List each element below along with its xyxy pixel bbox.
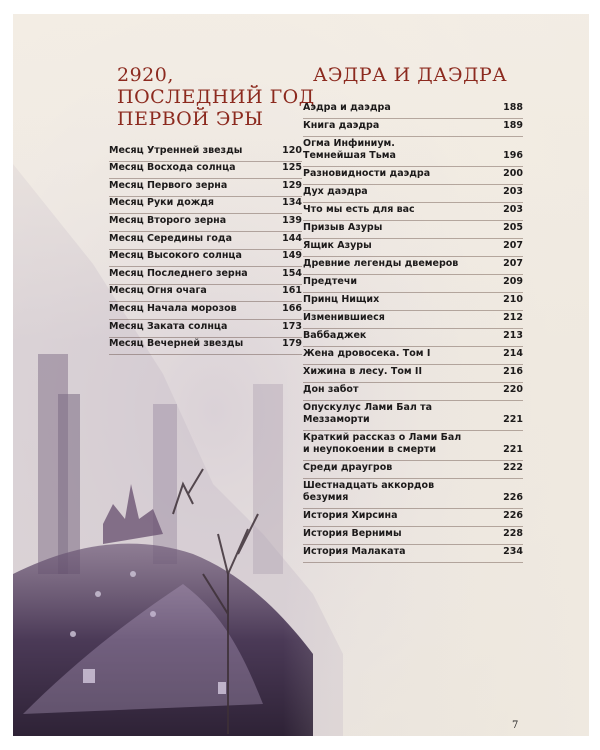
toc-entry-title: Жена дровосека. Том I: [303, 348, 431, 359]
toc-entry-title: Месяц Заката солнца: [109, 320, 228, 332]
toc-entry[interactable]: [109, 247, 302, 265]
toc-entry[interactable]: [303, 236, 523, 254]
toc-entry-page: 216: [503, 366, 523, 377]
toc-entry[interactable]: [109, 335, 302, 353]
toc-entry[interactable]: [303, 218, 523, 236]
toc-entry-page: 222: [503, 462, 523, 473]
toc-entry-title: Изменившиеся: [303, 312, 385, 323]
toc-entry-page: 166: [282, 302, 302, 314]
toc-entry-title: Хижина в лесу. Том II: [303, 366, 422, 377]
toc-entry[interactable]: [303, 254, 523, 272]
toc-entry-page: 173: [282, 320, 302, 332]
toc-entry[interactable]: [303, 182, 523, 200]
toc-entry-title: Ваббаджек: [303, 330, 367, 341]
toc-entry-title: Месяц Вечерней звезды: [109, 338, 244, 350]
toc-entry-title: Среди драугров: [303, 462, 393, 473]
toc-entry-title: Месяц Высокого солнца: [109, 250, 242, 262]
page-number: 7: [512, 720, 519, 731]
toc-entry-page: 212: [503, 312, 523, 323]
toc-entry-page: 221: [503, 444, 523, 455]
toc-entry-page: 209: [503, 276, 523, 287]
toc-entry-page: 189: [503, 120, 523, 131]
toc-entry-page: 129: [282, 179, 302, 191]
toc-entry[interactable]: [303, 380, 523, 398]
toc-entry[interactable]: [109, 194, 302, 212]
section-title-2920: 2920, ПОСЛЕДНИЙ ГОД ПЕРВОЙ ЭРЫ: [117, 64, 315, 130]
toc-entry-page: 144: [282, 232, 302, 244]
toc-entry-title: Шестнадцать аккордов безумия: [303, 480, 435, 503]
toc-entry[interactable]: [303, 200, 523, 218]
toc-entry-title: Месяц Огня очага: [109, 285, 207, 297]
toc-entry[interactable]: [303, 362, 523, 380]
toc-entry-page: 213: [503, 330, 523, 341]
toc-entry-page: 226: [503, 510, 523, 521]
toc-entry[interactable]: [109, 211, 302, 229]
toc-entry-title: Древние легенды двемеров: [303, 258, 459, 269]
toc-entry-page: 161: [282, 285, 302, 297]
toc-entry[interactable]: [303, 428, 523, 458]
section-title-aedra-daedra: АЭДРА И ДАЭДРА: [313, 64, 508, 86]
toc-entry-page: 139: [282, 214, 302, 226]
toc-entry[interactable]: [109, 282, 302, 300]
toc-entry-page: 221: [503, 414, 523, 425]
toc-entry[interactable]: [303, 542, 523, 560]
toc-entry-title: Книга даэдра: [303, 120, 380, 131]
toc-entry[interactable]: [303, 308, 523, 326]
toc-entry-title: Месяц Последнего зерна: [109, 267, 248, 279]
toc-entry-title: Месяц Второго зерна: [109, 214, 227, 226]
toc-entry-page: 207: [503, 258, 523, 269]
toc-entry-title: Месяц Руки дождя: [109, 197, 214, 209]
toc-entry-title: Опускулус Лами Бал та Меззаморти: [303, 402, 433, 425]
toc-entry-page: 188: [503, 102, 523, 113]
toc-entry-title: Месяц Утренней звезды: [109, 144, 243, 156]
toc-entry-title: Предтечи: [303, 276, 357, 287]
toc-entry[interactable]: [303, 344, 523, 362]
toc-entry-title: Дон забот: [303, 384, 359, 395]
toc-entry[interactable]: [303, 458, 523, 476]
toc-entry-page: 200: [503, 168, 523, 179]
toc-entry[interactable]: [303, 476, 523, 506]
toc-entry[interactable]: [109, 229, 302, 247]
toc-entry[interactable]: [303, 524, 523, 542]
toc-entry-title: Огма Инфиниум. Темнейшая Тьма: [303, 138, 396, 161]
toc-entry-title: Аэдра и даэдра: [303, 102, 391, 113]
toc-entry-title: Что мы есть для вас: [303, 204, 415, 215]
toc-entry-page: 134: [282, 197, 302, 209]
toc-entry-title: Месяц Первого зерна: [109, 179, 228, 191]
toc-entry[interactable]: [303, 164, 523, 182]
toc-entry-page: 234: [503, 546, 523, 557]
book-page: [13, 14, 589, 736]
toc-entry[interactable]: [303, 98, 523, 116]
toc-entry[interactable]: [303, 326, 523, 344]
toc-entry[interactable]: [303, 290, 523, 308]
toc-entry-page: 196: [503, 150, 523, 161]
toc-entry-title: Краткий рассказ о Лами Бал и неупокоении в смерти: [303, 432, 462, 455]
toc-entry-page: 203: [503, 204, 523, 215]
toc-entry-title: Дух даэдра: [303, 186, 368, 197]
toc-entry-page: 125: [282, 162, 302, 174]
toc-entry-page: 205: [503, 222, 523, 233]
toc-entry[interactable]: [303, 116, 523, 134]
toc-entry[interactable]: [109, 159, 302, 177]
toc-entry-page: 120: [282, 144, 302, 156]
toc-entry-title: История Малаката: [303, 546, 406, 557]
toc-entry-page: 149: [282, 250, 302, 262]
toc-entry[interactable]: [109, 141, 302, 159]
toc-entry-title: Месяц Середины года: [109, 232, 232, 244]
toc-entry-page: 214: [503, 348, 523, 359]
toc-entry[interactable]: [303, 134, 523, 164]
toc-entry[interactable]: [109, 299, 302, 317]
toc-entry-title: Ящик Азуры: [303, 240, 372, 251]
toc-entry[interactable]: [109, 176, 302, 194]
toc-entry-title: Месяц Восхода солнца: [109, 162, 236, 174]
toc-entry-title: Месяц Начала морозов: [109, 302, 237, 314]
toc-entry-title: Разновидности даэдра: [303, 168, 431, 179]
toc-entry-page: 203: [503, 186, 523, 197]
toc-entry-title: История Хирсина: [303, 510, 398, 521]
toc-entry-title: История Вернимы: [303, 528, 402, 539]
toc-entry-page: 226: [503, 492, 523, 503]
toc-entry[interactable]: [109, 317, 302, 335]
toc-entry-page: 228: [503, 528, 523, 539]
toc-entry[interactable]: [303, 398, 523, 428]
toc-entry-title: Призыв Азуры: [303, 222, 383, 233]
toc-entry[interactable]: [109, 264, 302, 282]
toc-entry[interactable]: [303, 272, 523, 290]
toc-entry-page: 220: [503, 384, 523, 395]
toc-entry[interactable]: [303, 506, 523, 524]
toc-entry-page: 154: [282, 267, 302, 279]
toc-entry-page: 179: [282, 338, 302, 350]
toc-entry-title: Принц Нищих: [303, 294, 380, 305]
toc-entry-page: 210: [503, 294, 523, 305]
toc-entry-page: 207: [503, 240, 523, 251]
toc-list-2920: [109, 141, 302, 352]
toc-list-aedra-daedra: [303, 98, 523, 560]
